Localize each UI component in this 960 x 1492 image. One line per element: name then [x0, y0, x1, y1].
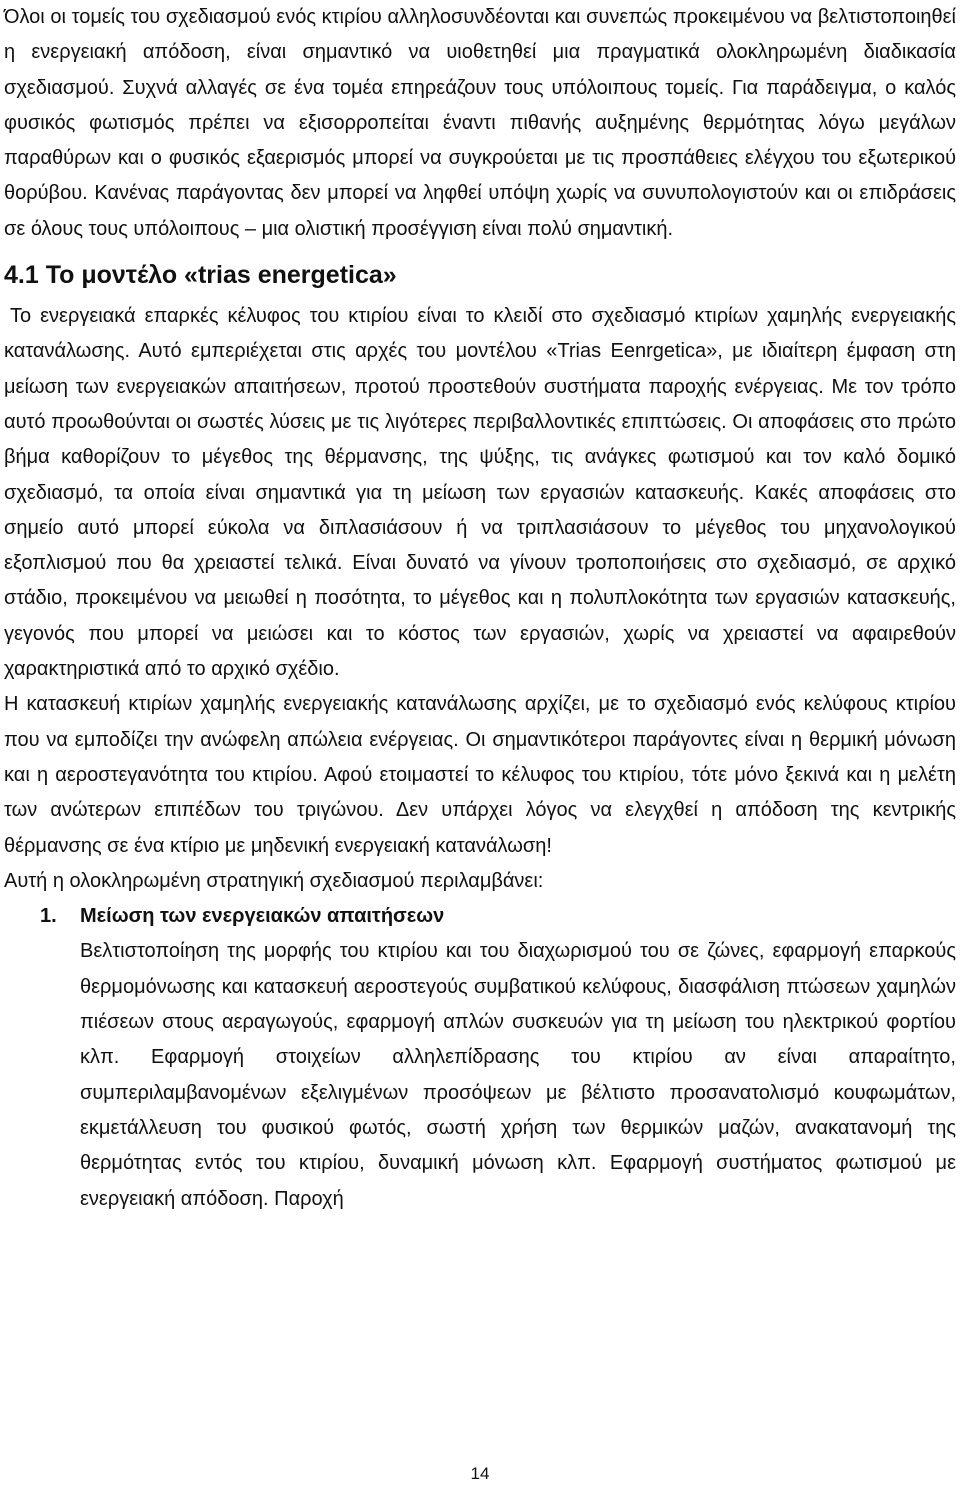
intro-paragraph: Όλοι οι τομείς του σχεδιασμού ενός κτιρίου αλληλοσυνδέονται και συνεπώς προκειμένου να βελτιστοποιηθεί η ενεργειακή απόδοση, είναι σημαντικό να υιοθετηθεί μια πραγματικά ολοκληρωμένη διαδικασία σχεδιασμού. Συχνά αλλαγές σε ένα τομέα επηρεάζουν τους υπόλοιπους τομείς. Για παράδειγμα, ο καλός φυσικός φωτισμός πρέπει να εξισορροπείται έναντι πιθανής αυξημένης θερμότητας λόγω μεγάλων παραθύρων και ο φυσικός εξαερισμός μπορεί να συγκρούεται με τις προσπάθειες ελέγχου του εξωτερικού θορύβου. Κανένας παράγοντας δεν μπορεί να ληφθεί υπόψη χωρίς να συνυπολογιστούν και οι επιδράσεις σε όλους τους υπόλοιπους – μια ολιστική προσέγγιση είναι πολύ σημαντική.	[4, 6, 956, 240]
list-item	[4, 899, 956, 1217]
section-paragraph: Το ενεργειακά επαρκές κέλυφος του κτιρίου είναι το κλειδί στο σχεδιασμό κτιρίων χαμηλής ενεργειακής κατανάλωσης. Αυτό εμπεριέχεται στις αρχές του μοντέλου «Trias Eenrgetica», με ιδιαίτερη έμφαση στη μείωση των ενεργειακών απαιτήσεων, προτού προστεθούν συστήματα παροχής ενέργειας. Με τον τρόπο αυτό προωθούνται οι σωστές λύσεις με τις λιγότερες περιβαλλοντικές επιπτώσεις. Οι αποφάσεις στο πρώτο βήμα καθορίζουν το μέγεθος της θέρμανσης, της ψύξης, τις ανάγκες φωτισμού και τον καλό δομικό σχεδιασμό, τα οποία είναι σημαντικά για τη μείωση των εργασιών κατασκευής. Κακές αποφάσεις στο σημείο αυτό μπορεί εύκολα να διπλασιάσουν ή να τριπλασιάσουν το μέγεθος του μηχανολογικού εξοπλισμού που θα χρειαστεί τελικά. Είναι δυνατό να γίνουν τροποποιήσεις στο σχεδιασμό, σε αρχικό στάδιο, προκειμένου να μειωθεί η ποσότητα, το μέγεθος και η πολυπλοκότητα των εργασιών κατασκευής, γεγονός που μπορεί να μειώσει και το κόστος των εργασιών, χωρίς να χρειαστεί να αφαιρεθούν χαρακτηριστικά από το αρχικό σχέδιο.	[4, 305, 956, 681]
strategy-list	[4, 899, 956, 1217]
strategy-intro: Αυτή η ολοκληρωμένη στρατηγική σχεδιασμού περιλαμβάνει:	[4, 869, 544, 892]
section-paragraph: Η κατασκευή κτιρίων χαμηλής ενεργειακής κατανάλωσης αρχίζει, με το σχεδιασμό ενός κελύφους κτιρίου που να εμποδίζει την ανώφελη απώλεια ενέργειας. Οι σημαντικότεροι παράγοντες είναι η θερμική μόνωση και η αεροστεγανότητα του κτιρίου. Αφού ετοιμαστεί το κέλυφος του κτιρίου, τότε μόνο ξεκινά και η μελέτη των ανώτερων επιπέδων του τριγώνου. Δεν υπάρχει λόγος να ελεγχθεί η απόδοση της κεντρικής θέρμανσης σε ένα κτίριο με μηδενική ενεργειακή κατανάλωση!	[4, 693, 956, 857]
list-item-number: 1.	[40, 905, 57, 928]
section-heading: 4.1 Το μοντέλο «trias energetica»	[4, 261, 397, 290]
document-body	[4, 0, 956, 1217]
page-number: 14	[470, 1464, 490, 1483]
list-item-title: Μείωση των ενεργειακών απαιτήσεων	[80, 905, 445, 928]
list-item-body: Βελτιστοποίηση της μορφής του κτιρίου και του διαχωρισμού του σε ζώνες, εφαρμογή επαρκούς θερμομόνωσης και κατασκευή αεροστεγούς συμβατικού κελύφους, διασφάλιση πτώσεων χαμηλών πιέσεων στους αεραγωγούς, εφαρμογή απλών συσκευών για τη μείωση του ηλεκτρικού φορτίου κλπ. Εφαρμογή στοιχείων αλληλεπίδρασης του κτιρίου αν είναι απαραίτητο, συμπεριλαμβανομένων εξελιγμένων προσόψεων με βέλτιστο προσανατολισμό κουφωμάτων, εκμετάλλευση του φυσικού φωτός, σωστή χρήση των θερμικών μαζών, ανακατανομή της θερμότητας εντός του κτιρίου, δυναμική μόνωση κλπ. Εφαρμογή συστήματος φωτισμού με ενεργειακή απόδοση. Παροχή	[80, 940, 956, 1210]
